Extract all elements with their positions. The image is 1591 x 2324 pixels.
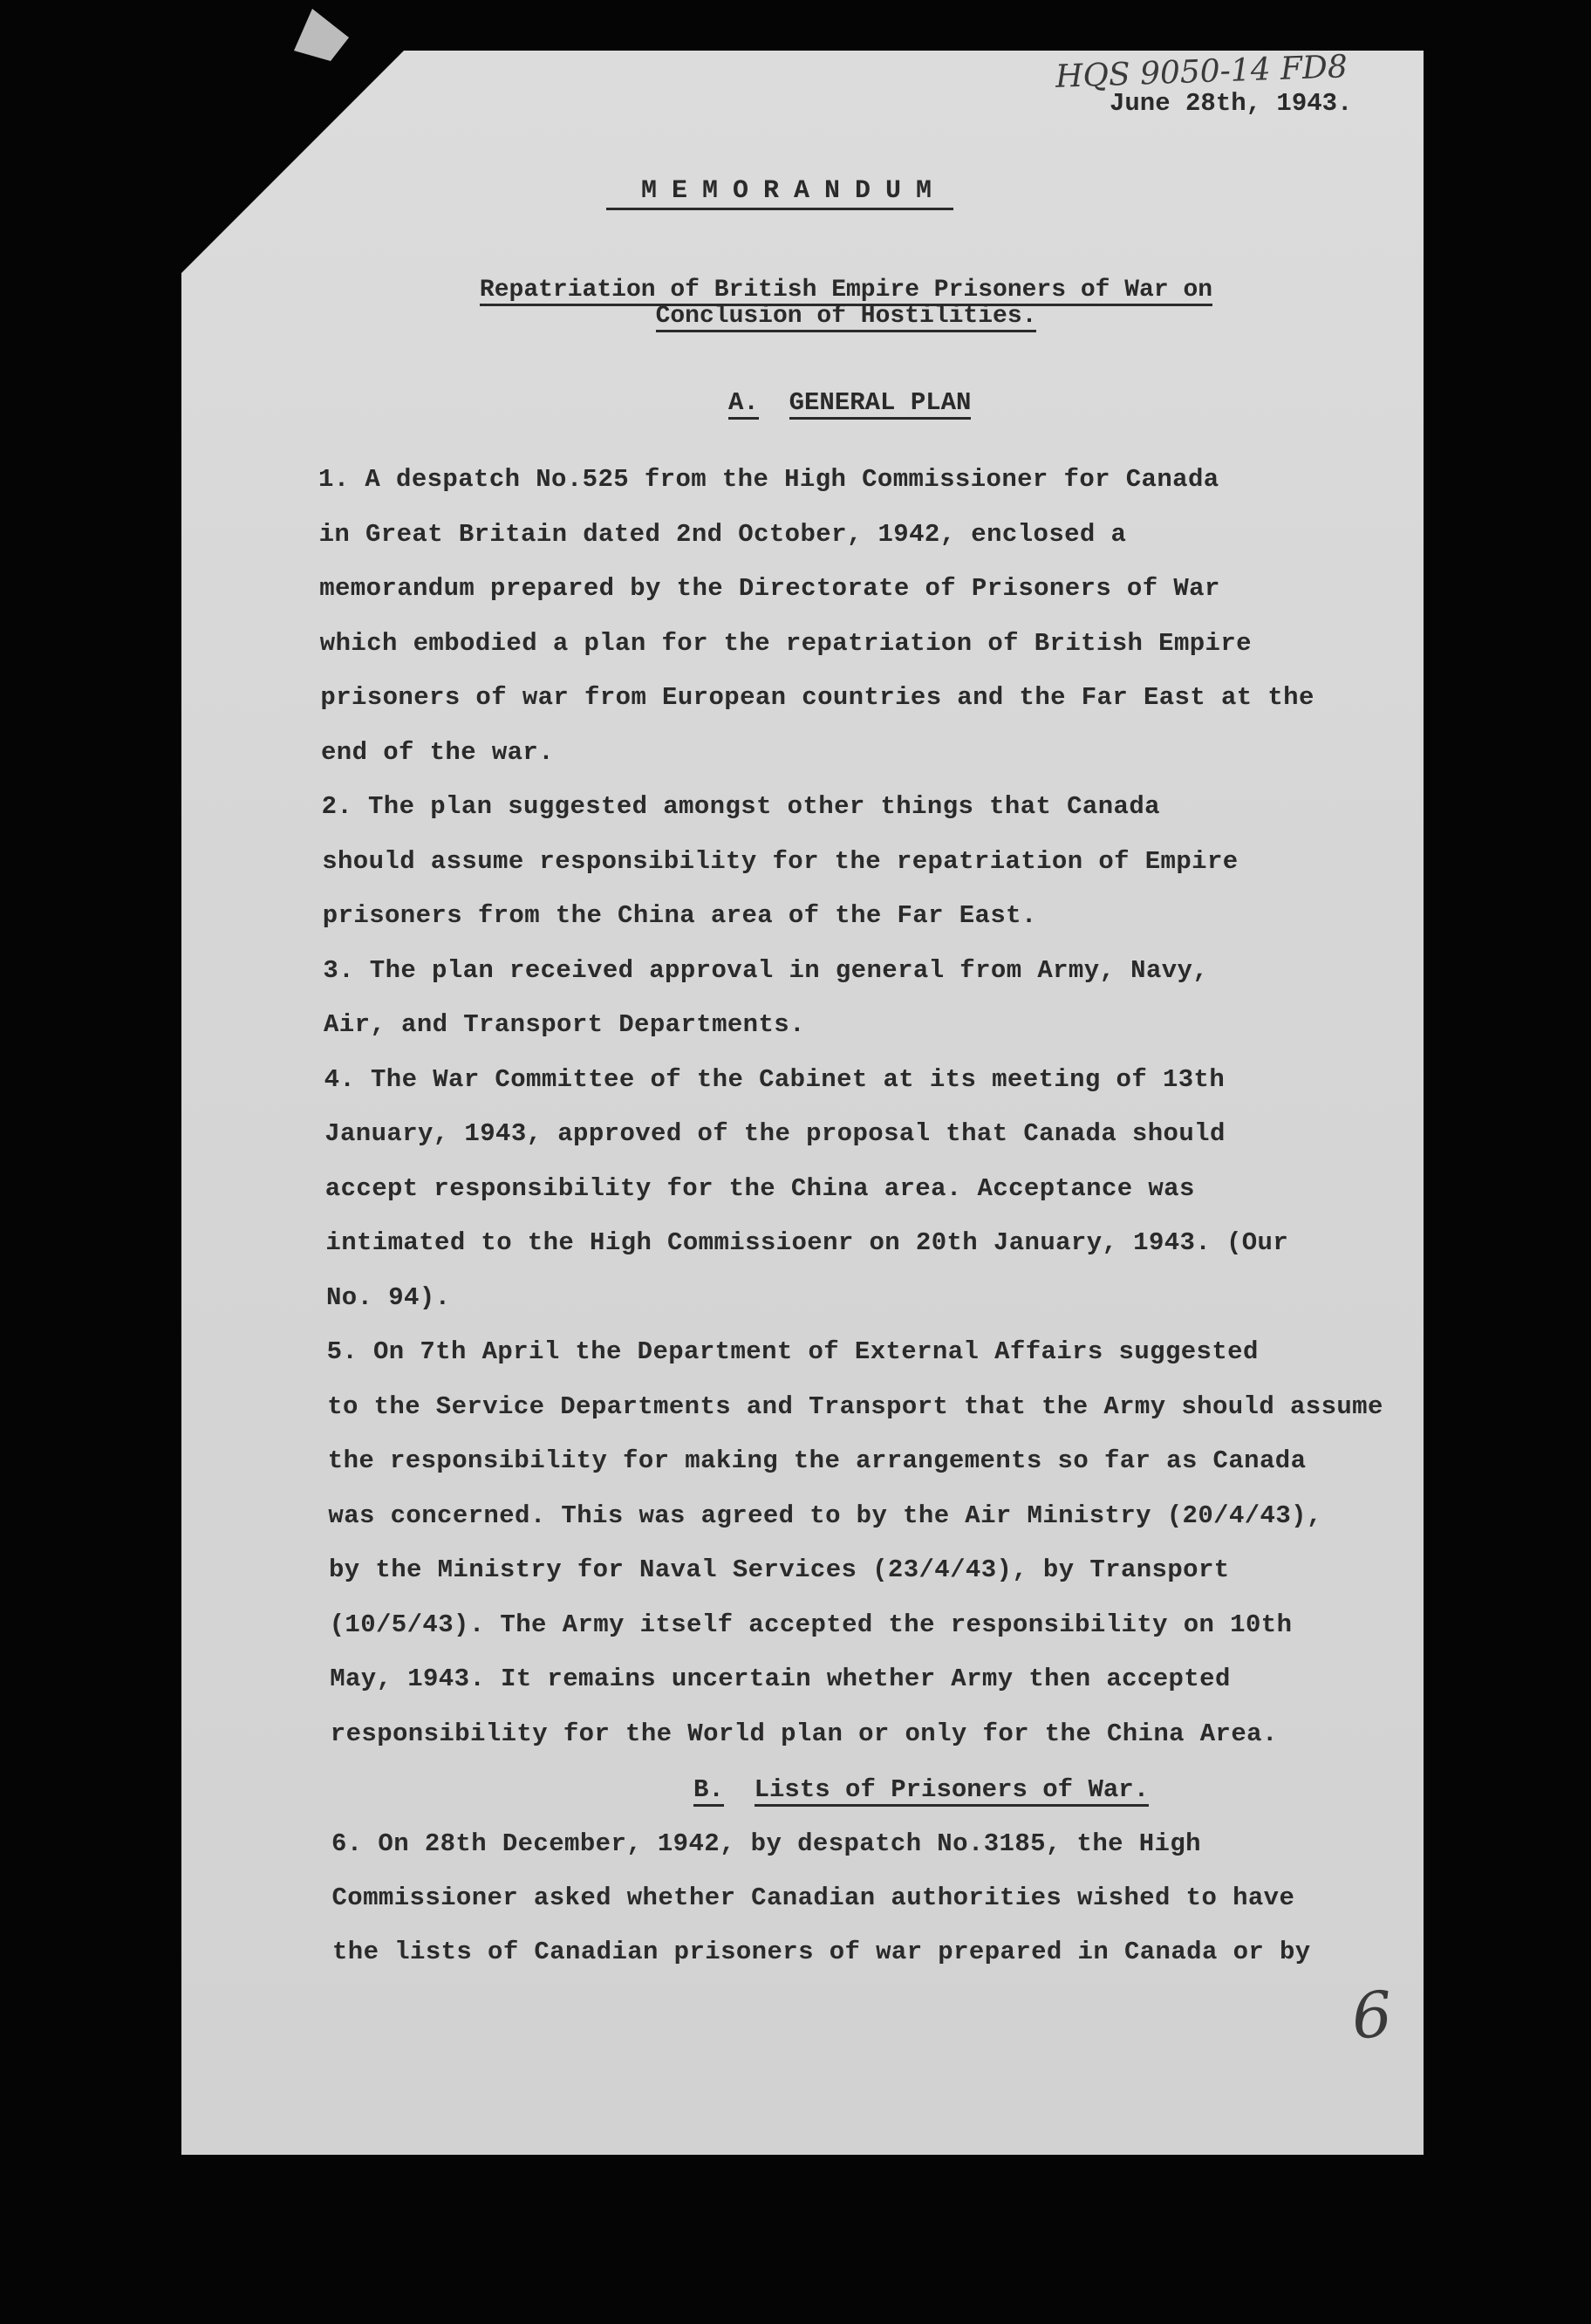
body-line: May, 1943. It remains uncertain whether Army then accepted <box>330 1664 1231 1693</box>
body-line: prisoners of war from European countries and the Far East at the <box>320 683 1314 712</box>
body-line: should assume responsibility for the repatriation of Empire <box>322 846 1239 876</box>
body-line: 6. On 28th December, 1942, by despatch No.3185, the High <box>331 1829 1201 1858</box>
section-a-heading <box>728 388 971 417</box>
body-line: was concerned. This was agreed to by the Air Ministry (20/4/43), <box>328 1500 1322 1530</box>
section-a-title: GENERAL PLAN <box>789 388 972 420</box>
body-line: prisoners from the China area of the Far East. <box>322 901 1037 930</box>
body-line: which embodied a plan for the repatriation of British Empire <box>319 628 1252 658</box>
body-line: the responsibility for making the arrangements so far as Canada <box>327 1446 1307 1475</box>
section-b-title: Lists of Prisoners of War. <box>755 1775 1149 1807</box>
body-line: 1. A despatch No.525 from the High Commissioner for Canada <box>318 465 1219 494</box>
body-line: 3. The plan received approval in general from Army, Navy, <box>323 955 1209 985</box>
memo-title: MEMORANDUM <box>606 176 953 210</box>
section-b-letter: B. <box>693 1775 724 1807</box>
body-line: the lists of Canadian prisoners of war prepared in Canada or by <box>332 1938 1311 1966</box>
body-line: 4. The War Committee of the Cabinet at its meeting of 13th <box>324 1064 1226 1094</box>
subject-line-2: Conclusion of Hostilities. <box>656 303 1037 332</box>
body-line: Commissioner asked whether Canadian authorities wished to have <box>331 1883 1295 1912</box>
document-date: June 28th, 1943. <box>1110 89 1353 118</box>
body-line: January, 1943, approved of the proposal that Canada should <box>324 1119 1226 1148</box>
body-line: 2. The plan suggested amongst other things that Canada <box>321 792 1160 821</box>
body-line: accept responsibility for the China area. Acceptance was <box>324 1173 1195 1203</box>
body-line: to the Service Departments and Transport that the Army should assume <box>327 1391 1383 1421</box>
body-line: responsibility for the World plan or only for the China Area. <box>330 1719 1278 1748</box>
body-line: No. 94). <box>326 1282 451 1312</box>
subject-heading <box>419 277 1273 330</box>
subject-line-1: Repatriation of British Empire Prisoners of War on <box>480 277 1212 306</box>
body-line: end of the war. <box>321 737 555 767</box>
body-line: (10/5/43). The Army itself accepted the responsibility on 10th <box>329 1610 1293 1639</box>
reference-number: HQS 9050-14 FD8 <box>1055 49 1349 95</box>
body-line: memorandum prepared by the Directorate of Prisoners of War <box>319 574 1220 603</box>
body-line: Air, and Transport Departments. <box>324 1010 805 1039</box>
body-line: by the Ministry for Naval Services (23/4/43), by Transport <box>329 1555 1230 1584</box>
section-b-heading <box>693 1775 1149 1804</box>
torn-corner <box>288 9 349 61</box>
body-line: intimated to the High Commissioenr on 20th January, 1943. (Our <box>325 1228 1289 1257</box>
page-number: 6 <box>1349 1977 1395 2054</box>
section-a-letter: A. <box>728 388 759 420</box>
body-line: 5. On 7th April the Department of External Affairs suggested <box>326 1337 1259 1366</box>
body-line: in Great Britain dated 2nd October, 1942, enclosed a <box>318 519 1127 549</box>
